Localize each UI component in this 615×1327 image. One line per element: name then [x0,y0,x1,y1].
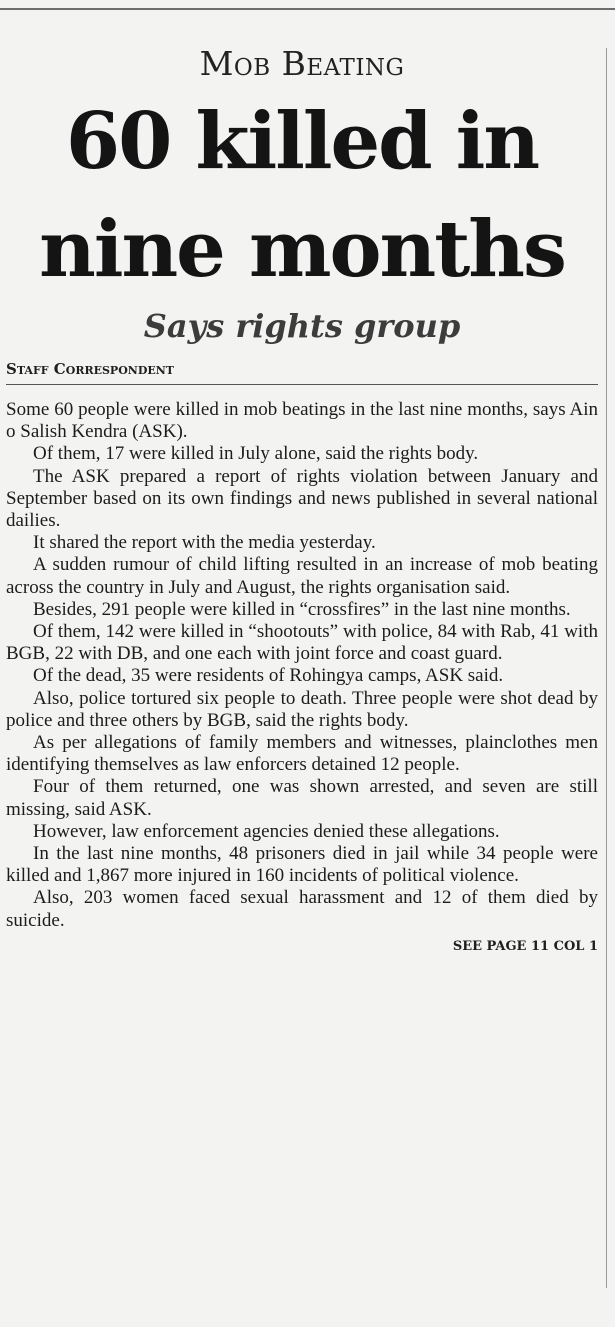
paragraph: Some 60 people were killed in mob beatings in the last nine months, says Ain o Salish Kendra (ASK). [6,399,598,443]
paragraph: In the last nine months, 48 prisoners died in jail while 34 people were killed and 1,867 more injured in 160 incidents of political violence. [6,843,598,887]
headline: 60 killed in nine months [39,96,565,295]
paragraph: As per allegations of family members and witnesses, plainclothes men identifying themselves as law enforcers detained 12 people. [6,732,598,776]
paragraph: Of them, 142 were killed in “shootouts” with police, 84 with Rab, 41 with BGB, 22 with DB, and one each with joint force and coast guard. [6,621,598,665]
article-body [6,399,598,932]
paragraph: However, law enforcement agencies denied these allegations. [33,820,500,842]
column-rule [606,48,607,1288]
byline-divider [6,384,598,385]
paragraph: Four of them returned, one was shown arrested, and seven are still missing, said ASK. [6,776,598,820]
paragraph: The ASK prepared a report of rights violation between January and September based on its own findings and news published in several national dailies. [6,465,598,532]
paragraph: Also, police tortured six people to death. Three people were shot dead by police and three others by BGB, said the rights body. [6,687,598,731]
byline: Staff Correspondent [6,360,174,378]
paragraph: Of them, 17 were killed in July alone, said the rights body. [33,443,479,465]
kicker: Mob Beating [199,44,405,83]
paragraph: Also, 203 women faced sexual harassment and 12 of them died by suicide. [6,887,598,931]
paragraph: It shared the report with the media yesterday. [33,532,376,554]
news-article [6,10,598,956]
paragraph: A sudden rumour of child lifting resulted in an increase of mob beating across the country in July and August, the rights organisation said. [6,554,598,598]
paragraph: Of the dead, 35 were residents of Rohingya camps, ASK said. [33,665,504,687]
subheadline: Says rights group [143,307,461,345]
paragraph: Besides, 291 people were killed in “crossfires” in the last nine months. [33,598,571,620]
continuation-note: SEE PAGE 11 COL 1 [452,938,598,954]
